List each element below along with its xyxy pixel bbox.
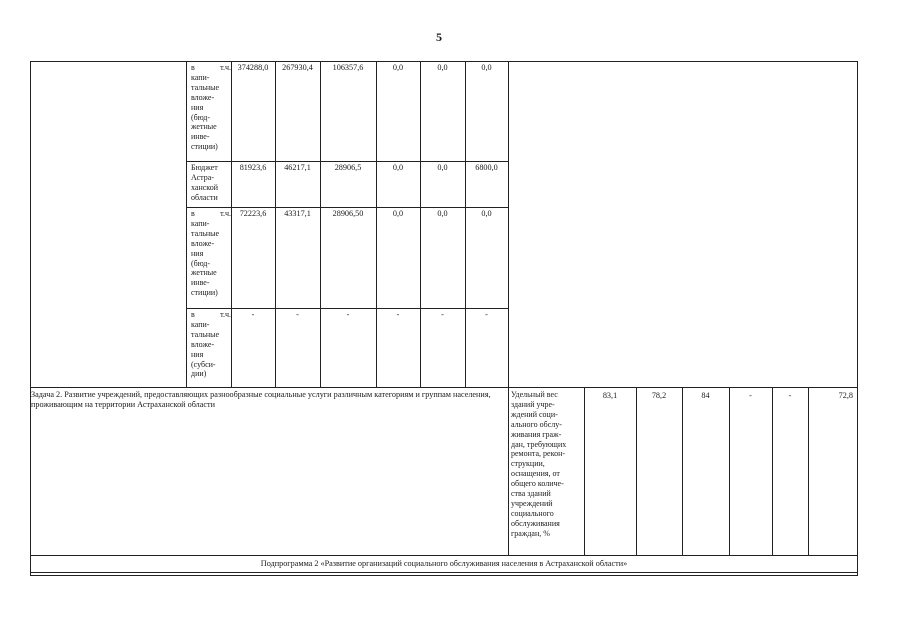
subprogram-top-border — [30, 555, 858, 556]
col-border — [772, 387, 773, 556]
value-cell: - — [441, 310, 444, 319]
row-label: Бюджет Астра- ханской области — [191, 163, 219, 202]
col-border — [808, 387, 809, 556]
value-cell: 0,0 — [437, 63, 448, 72]
left-top-border — [30, 61, 187, 62]
value-cell: - — [346, 310, 350, 319]
task-row-top-border — [30, 387, 858, 388]
value-cell: 0,0 — [481, 63, 492, 72]
indicator-value: 72,8 — [838, 391, 853, 400]
subprogram-title: Подпрограмма 2 «Развитие организаций социального обслуживания населения в Астраханской области» — [260, 559, 628, 568]
col-border — [857, 61, 858, 576]
value-cell: 6800,0 — [475, 163, 498, 172]
value-cell: 28906,5 — [334, 163, 362, 172]
value-cell: 46217,1 — [284, 163, 311, 172]
value-cell: 0,0 — [481, 209, 492, 218]
subprogram-bottom-border — [30, 572, 858, 573]
row-separator — [186, 161, 508, 162]
value-cell: 43317,1 — [284, 209, 311, 218]
col-border — [729, 387, 730, 556]
value-cell: 0,0 — [392, 163, 404, 172]
col-border — [465, 61, 466, 388]
col-border — [275, 61, 276, 388]
row-label: в т.ч. капи- тальные вложе- ния (бюд- жетные инве- стиции) — [191, 63, 231, 152]
col-border — [30, 61, 31, 576]
value-cell: 81923,6 — [239, 163, 267, 172]
value-cell: 0,0 — [392, 63, 404, 72]
value-cell: 0,0 — [437, 163, 448, 172]
indicator-value: - — [788, 391, 792, 400]
row-separator — [186, 207, 508, 208]
row-separator — [186, 308, 508, 309]
col-border — [682, 387, 683, 556]
row-label: в т.ч. капи- тальные вложе- ния (субси- дии) — [191, 310, 231, 379]
col-border — [376, 61, 377, 388]
value-cell: 106357,6 — [332, 63, 364, 72]
col-border — [508, 61, 509, 556]
indicator-value: 83,1 — [602, 391, 618, 400]
value-cell: - — [396, 310, 400, 319]
col-border — [420, 61, 421, 388]
indicator-value: 78,2 — [651, 391, 667, 400]
indicator-value: - — [749, 391, 752, 400]
task-description: Задача 2. Развитие учреждений, предоставляющих разнообразные социальные услуги различным категориям и группам населения, проживающим на территории Астраханской области — [31, 390, 491, 409]
col-border — [186, 61, 187, 388]
value-cell: - — [251, 310, 255, 319]
table-top-border — [186, 61, 858, 62]
col-border — [231, 61, 232, 388]
col-border — [636, 387, 637, 556]
indicator-value: 84 — [701, 391, 710, 400]
value-cell: - — [296, 310, 299, 319]
value-cell: 0,0 — [392, 209, 404, 218]
value-cell: 267930,4 — [282, 63, 313, 72]
value-cell: 374288,0 — [237, 63, 269, 72]
col-border — [584, 387, 585, 556]
page-number: 5 — [436, 30, 442, 44]
indicator-text: Удельный вес зданий учре- ждений соци- ального обслу- живания граж- дан, требующих ремонта, рекон- струкции, оснащения, от общего количе- ства зданий учреждений социального обслуживания граждан, % — [511, 390, 567, 538]
col-border — [320, 61, 321, 388]
table-bottom-double — [30, 575, 858, 576]
value-cell: - — [485, 310, 488, 319]
row-label: в т.ч. капи- тальные вложе- ния (бюд- жетные инве- стиции) — [191, 209, 231, 298]
value-cell: 28906,50 — [332, 209, 364, 218]
value-cell: 0,0 — [437, 209, 448, 218]
value-cell: 72223,6 — [239, 209, 267, 218]
